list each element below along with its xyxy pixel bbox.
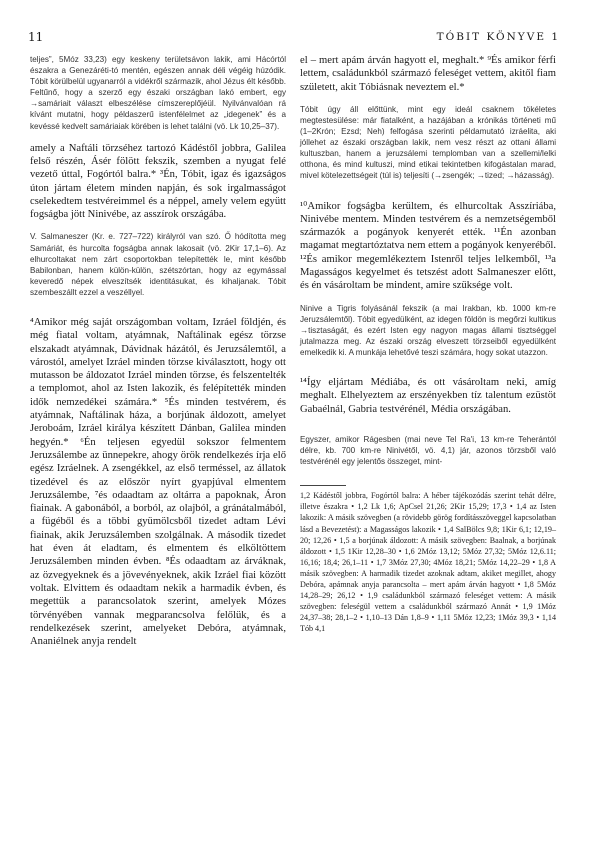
running-title: TÓBIT KÖNYVE 1 — [436, 31, 560, 43]
left-column — [30, 54, 286, 648]
commentary-paragraph: Tóbit úgy áll előttünk, mint egy ideál csaknem tökéletes megtestesülése: már fiatalként, a hazájában a krónikás történeti mű (1–2Krón; Ezsd; Neh) felfogása szerinti példamutató izráelita, aki jóllehet az északi országban lakik, nem vesz részt az ottani állami kultuszban, hanem a jeruzsálemi templomban van a szellemi/lelki otthona, és mind kultuszi, mind etikai tekintetben kifogástalan marad, mivel kötelezettségeit (túl is) teljesíti (→zsengék; →tized; →házasság). — [300, 104, 556, 181]
spacer — [30, 132, 286, 142]
scripture-paragraph: ¹⁴Így eljártam Médiába, és ott vásároltam neki, amíg meghalt. Elhelyeztem az erszényekben tíz talentum ezüstöt Gabaélnál, Gabria testvérénél, Média országában. — [300, 377, 556, 415]
page-number: 11 — [28, 30, 44, 44]
spacer — [300, 467, 556, 485]
commentary-paragraph: teljes”, 5Móz 33,23) egy keskeny területsávon lakik, ami Hácórtól északra a Genezáréti-tó mentén, egészen annak déli végéig húzódik. Tóbit körülbelül ugyanarról a vidékről származik, ahol Jézus élt később. Feltűnő, hogy a szerző egy északi országban lakó embert, egy →samáriait választ elbeszélése címszereplőjéül. Nyilvánvalóan rá kívánt mutatni, hogy példaszerű istenfélelmet az „idegenek” és a kevéssé kedvelt samáriaiak körében is lehet találni (vö. Lk 10,25–37). — [30, 55, 286, 131]
spacer — [300, 182, 556, 200]
spacer — [300, 358, 556, 376]
spacer — [300, 416, 556, 434]
spacer — [300, 293, 556, 303]
spacer — [30, 221, 286, 231]
scripture-paragraph: amely a Naftáli törzséhez tartozó Kádéstől jobbra, Galilea felső részén, Ásér fölött fekszik, szemben a nyugat felé vezető úttal, Fogórtól balra.* ³Én, Tóbit, igaz és igazságos úton jártam életem minden napján, és sok irgalmasságot cselekedtem testvéreimmel és a néppel, amely velem együtt fogságba jött Ninivébe, az asszírok országába. — [30, 142, 286, 221]
spacer — [300, 94, 556, 104]
footnote-block: 1,2 Kádéstől jobbra, Fogórtól balra: A héber tájékozódás szerint tehát délre, illetve északra • 1,2 Lk 1,6; ApCsel 21,26; 2Kir 15,29; 17,3 • 1,4 az Isten lakozik: A másik szövegben (a rövidebb görög fordításszöveggel kapcsolatban lásd a Bevezetést): a Magasságos lakozik • 1,4 SalBölcs 9,8; 1Kir 6,1; 12,19–20; 12,26 • 1,5 a borjúnak áldozott: A másik szövegben: Baalnak, a borjúnak áldozott • 1,5 1Kir 12,28–30 • 1,6 2Móz 13,12; 5Móz 27,32; 5Móz 12,6.11; 16,16; 18,4; 26,1–11 • 1,7 3Móz 27,30; 4Móz 18,21; 5Móz 14,22–29 • 1,8 A másik szövegben: A harmadik tizedet azoknak adtam, akiket megillet, ahogy Debóra, apámnak anyja parancsolta – mert apám árván hagyott • 1,8 5Móz 14,28–29; 26,12 • 1,9 családunkból származó feleséget vettem: A másik szövegben: feleségül vettem a családunkból származó Annát • 1,9 1Móz 24,37–38; 28,1–2 • 1,10–13 Dán 1,8–9 • 1,11 5Móz 12,23; 1Móz 39,3 • 1,14 Tób 4,1 — [300, 491, 556, 634]
commentary-paragraph: Ninive a Tigris folyásánál fekszik (a mai Irakban, kb. 1000 km-re Jeruzsálemtől). Tóbit egyedülként, az idegen földön is megőrzi kultikus →tisztaságát, és ezért Isten egy nagyon magas állami tisztséggel jutalmazza meg. Az északi ország elveszett törzseiből egyedülként emelkedik ki. A munkája lehetővé teszi számára, hogy sokat utazzon. — [300, 303, 556, 357]
right-column — [300, 54, 556, 634]
scripture-paragraph: ⁴Amikor még saját országomban voltam, Izráel földjén, és még fiatal voltam, atyámnak, Naftálinak egész törzse elszakadt atyámnak, Dávidnak házától, és Jeruzsálemtől, a várostól, amelyet Izráel minden törzse kiválasztott, hogy ott mutasson be áldozatot Izráel minden törzse, és felszentelték a templomot, ahol az Isten lakozik, és felépítették minden idők nemzedékei számára.* ⁵És minden testvérem, és atyámnak, Naftálinak háza, a borjúnak áldozott, amelyet Jeroboám, Izráel királya készített Dánban, Galilea minden hegyén.* ⁶Én teljesen egyedül sokszor felmentem Jeruzsálembe az ünnepekre, ahogy örök rendelkezés írja elő egész Izráelnek. A zsengékkel, az első terméssel, az állatok tizedével és az először nyírt gyapjúval elmentem Jeruzsálembe, ⁷és odaadtam az oltárra a papoknak, Áron fiainak. A gabonából, a borból, az olajból, a gránátalmából, a fügéből és a többi gyümölcsből tizedet adtam Lévi fiainak, akik Jeruzsálemben szolgálnak. A második tizedet hat éven át eladtam, és elmentem és elköltöttem Jeruzsálemben minden évben. ⁸És odaadtam az árváknak, az özvegyeknek és a jövevényeknek, akik Izráel fiai között voltak. Elvittem és odaadtam nekik a harmadik évben, és megettük a parancsolatok szerint, amelyek Mózes törvényében vannak megparancsolva felőlük, és a rendelkezések szerint, amelyeket Debóra, atyámnak, Ananiélnek anyja rendelt — [30, 317, 286, 648]
footnote-divider — [300, 485, 346, 486]
scripture-paragraph: el – mert apám árván hagyott el, meghalt.* ⁹És amikor férfi lettem, családunkból származó feleséget vettem, akitől fiam született, akit Tóbiásnak neveztem el.* — [300, 55, 556, 93]
scripture-paragraph: ¹⁰Amikor fogságba kerültem, és elhurcoltak Asszíriába, Ninivébe mentem. Minden testvérem és a nemzetségemből származók a pogányok kenyerét ették. ¹¹Én azonban magamat megtartóztatva nem ettem a pogányok kenyeréből. ¹²És amikor megemlékeztem Istenről teljes lelkemből, ¹³a Magasságos kegyelmet és tetszést adott Salmaneszer előtt, és én vásároltam be mindent, amire szüksége volt. — [300, 200, 556, 292]
spacer — [30, 298, 286, 316]
commentary-paragraph: Egyszer, amikor Rágesben (mai neve Tel Ra'i, 13 km-re Teherántól délre, kb. 700 km-re Ninivétől, vö. 4,1) jár, azonos törzsből való testvérénél egy jelentős összeget, mint- — [300, 434, 556, 467]
commentary-paragraph: V. Salmaneszer (Kr. e. 727–722) királyról van szó. Ő hódította meg Samáriát, és hurcolta fogságba annak lakosait (vö. 2Kir 17,1–6). Az elhurcoltakat nem zárt csoportokban telepítették le, mint később Babilonban, hanem külön-külön, szétszórtan, hogy az egymással keveredő népek elveszítsék identitásukat, és kihaljanak. Tóbit szembeszállt ezzel a veszéllyel. — [30, 232, 286, 297]
